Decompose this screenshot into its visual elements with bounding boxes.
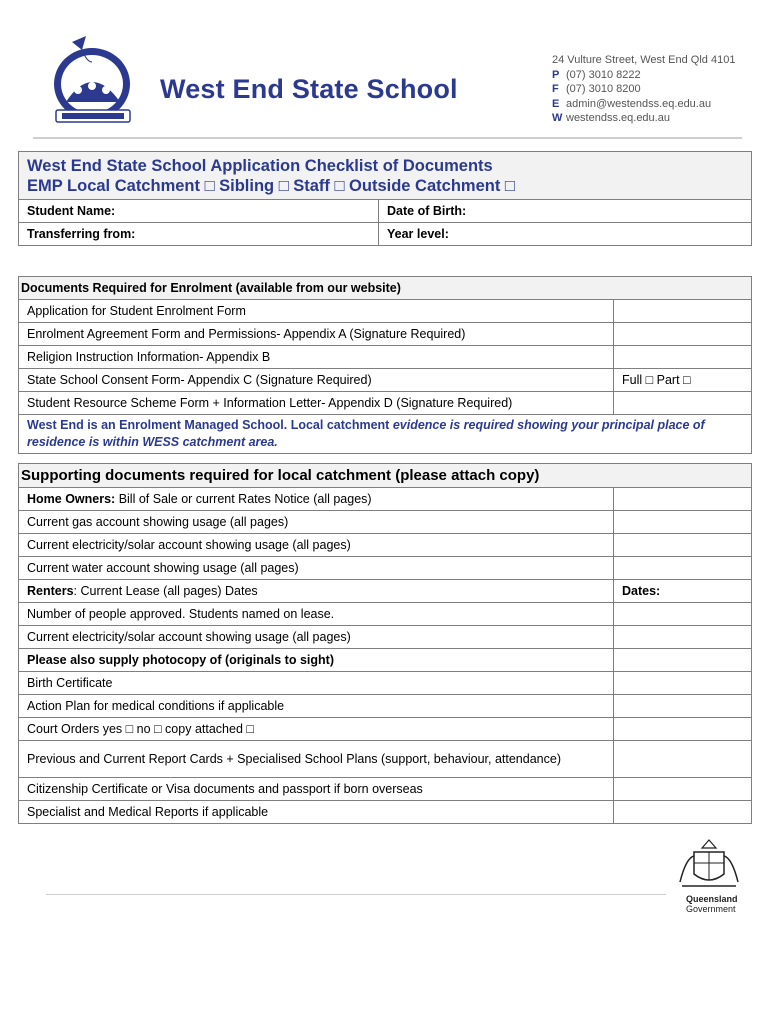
check-cell[interactable] <box>614 778 752 801</box>
page-title: West End State School Application Checklist of Documents <box>27 157 493 175</box>
check-cell[interactable] <box>614 511 752 534</box>
full-part-option[interactable]: Full □ Part □ <box>614 369 752 392</box>
dates-cell[interactable]: Dates: <box>614 580 752 603</box>
table-row <box>19 741 752 778</box>
address: 24 Vulture Street, West End Qld 4101 <box>552 54 736 66</box>
list-item: Current water account showing usage (all pages) <box>19 557 614 580</box>
supporting-documents-table <box>18 463 752 824</box>
header-divider <box>33 137 742 139</box>
footer-divider <box>46 894 666 895</box>
table-row <box>19 300 752 323</box>
check-cell[interactable] <box>614 534 752 557</box>
list-item: Current electricity/solar account showing usage (all pages) <box>19 626 614 649</box>
photocopy-heading: Please also supply photocopy of (originals to sight) <box>19 649 614 672</box>
table-row <box>19 392 752 415</box>
check-cell[interactable] <box>614 649 752 672</box>
list-item: Number of people approved. Students named on lease. <box>19 603 614 626</box>
table-row <box>19 323 752 346</box>
check-cell[interactable] <box>614 718 752 741</box>
check-cell[interactable] <box>614 626 752 649</box>
table-row <box>19 718 752 741</box>
catchment-options: EMP Local Catchment □ Sibling □ Staff □ Outside Catchment □ <box>27 177 515 195</box>
document-item: Enrolment Agreement Form and Permissions- Appendix A (Signature Required) <box>19 323 614 346</box>
check-cell[interactable] <box>614 741 752 778</box>
date-of-birth-label: Date of Birth: <box>379 200 752 223</box>
renters-item: Renters: Current Lease (all pages) Dates <box>19 580 614 603</box>
document-check-cell[interactable] <box>614 346 752 369</box>
table-row <box>19 778 752 801</box>
document-check-cell[interactable] <box>614 323 752 346</box>
school-logo <box>42 32 146 128</box>
document-check-cell[interactable] <box>614 392 752 415</box>
document-item: State School Consent Form- Appendix C (Signature Required) <box>19 369 614 392</box>
list-item: Action Plan for medical conditions if applicable <box>19 695 614 718</box>
documents-heading: Documents Required for Enrolment (available from our website) <box>19 277 752 300</box>
check-cell[interactable] <box>614 695 752 718</box>
check-cell[interactable] <box>614 672 752 695</box>
table-row <box>19 649 752 672</box>
check-cell[interactable] <box>614 801 752 824</box>
table-row <box>19 415 752 454</box>
queensland-government-label: Queensland Government <box>686 894 738 914</box>
table-row <box>19 557 752 580</box>
document-item: Religion Instruction Information- Appendix B <box>19 346 614 369</box>
list-item: Specialist and Medical Reports if applicable <box>19 801 614 824</box>
year-level-label: Year level: <box>379 223 752 246</box>
catchment-notice: West End is an Enrolment Managed School. Local catchment evidence is required showing your principal place of residence is within WESS catchment area. <box>19 415 752 454</box>
list-item: Current electricity/solar account showing usage (all pages) <box>19 534 614 557</box>
table-row <box>19 511 752 534</box>
table-row <box>19 603 752 626</box>
list-item: Birth Certificate <box>19 672 614 695</box>
supporting-heading: Supporting documents required for local catchment (please attach copy) <box>19 464 752 488</box>
check-cell[interactable] <box>614 603 752 626</box>
table-row <box>19 626 752 649</box>
court-orders-item[interactable]: Court Orders yes □ no □ copy attached □ <box>19 718 614 741</box>
contact-block: 24 Vulture Street, West End Qld 4101 P (07) 3010 8222 F (07) 3010 8200 E admin@westendss.eq.edu.au W westendss.eq.edu.au <box>552 54 736 124</box>
table-row <box>19 488 752 511</box>
table-row <box>19 580 752 603</box>
table-row <box>19 346 752 369</box>
phone: (07) 3010 8222 <box>566 68 641 81</box>
student-details-table <box>18 199 752 246</box>
student-name-label: Student Name: <box>19 200 379 223</box>
check-cell[interactable] <box>614 488 752 511</box>
list-item: Citizenship Certificate or Visa documents and passport if born overseas <box>19 778 614 801</box>
table-row <box>19 369 752 392</box>
home-owners-item: Home Owners: Bill of Sale or current Rates Notice (all pages) <box>19 488 614 511</box>
list-item: Previous and Current Report Cards + Specialised School Plans (support, behaviour, attendance) <box>19 741 614 778</box>
documents-table <box>18 276 752 454</box>
table-row <box>19 695 752 718</box>
table-row <box>19 672 752 695</box>
website[interactable]: westendss.eq.edu.au <box>566 112 670 124</box>
check-cell[interactable] <box>614 557 752 580</box>
school-name: West End State School <box>160 74 458 104</box>
fax: (07) 3010 8200 <box>566 83 641 95</box>
transferring-from-label: Transferring from: <box>19 223 379 246</box>
table-row <box>19 801 752 824</box>
document-item: Student Resource Scheme Form + Information Letter- Appendix D (Signature Required) <box>19 392 614 415</box>
list-item: Current gas account showing usage (all pages) <box>19 511 614 534</box>
email[interactable]: admin@westendss.eq.edu.au <box>566 97 712 110</box>
document-check-cell[interactable] <box>614 300 752 323</box>
title-box <box>18 151 752 200</box>
document-item: Application for Student Enrolment Form <box>19 300 614 323</box>
table-row <box>19 534 752 557</box>
